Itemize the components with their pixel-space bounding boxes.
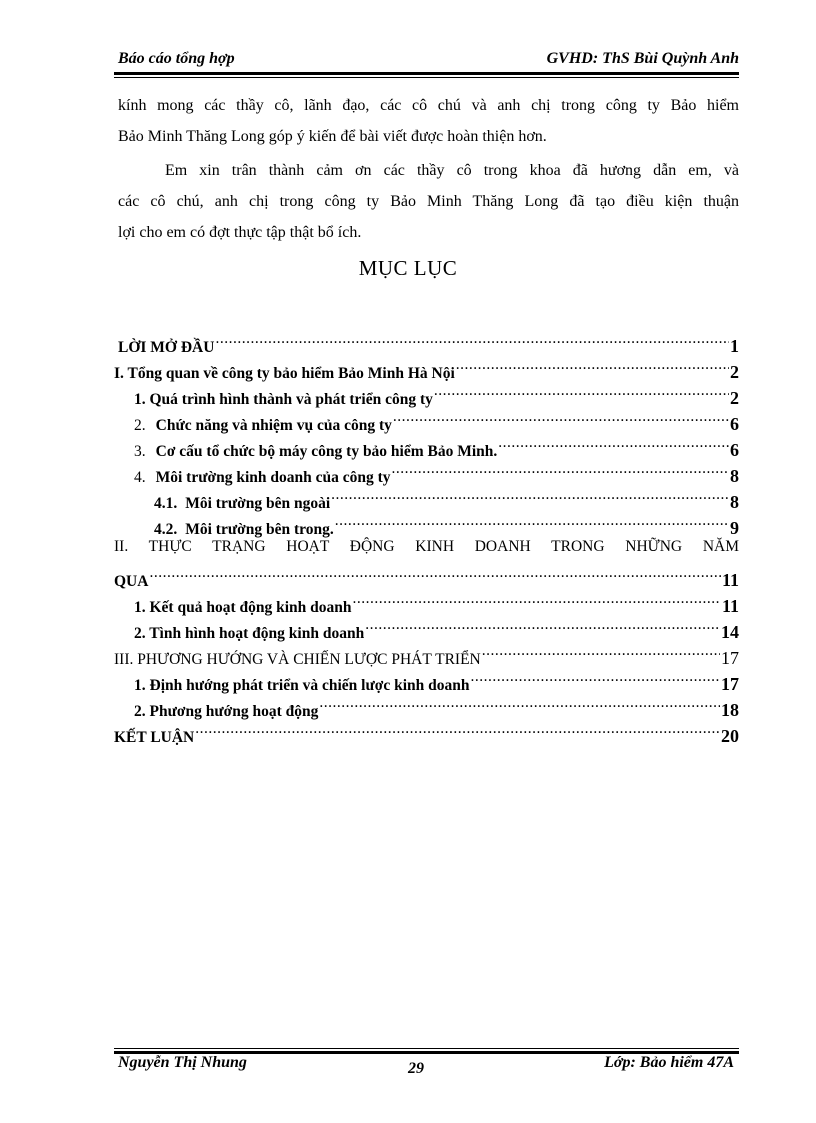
toc-item[interactable] — [114, 404, 739, 434]
toc-item-number: 2. — [134, 417, 146, 434]
text-line: lợi cho em có đợt thực tập thật bổ ích. — [118, 224, 362, 241]
toc-item[interactable] — [114, 456, 739, 486]
toc-item-heading-line[interactable] — [114, 534, 739, 560]
toc-leader — [331, 482, 729, 508]
header-rule-thin — [114, 77, 739, 78]
toc-title: MỤC LỤC — [358, 256, 458, 280]
toc-item-label: Môi trường kinh doanh của công ty — [155, 469, 391, 486]
text-line: kính mong các thầy cô, lãnh đạo, các cô chú và anh chị trong công ty Bảo hiểm — [118, 97, 739, 114]
toc-item-label-continued: QUA — [114, 573, 149, 590]
acknowledgement-paragraph-1 — [118, 90, 739, 152]
page-header — [118, 50, 739, 72]
toc-leader — [319, 690, 720, 716]
toc-item-page: 14 — [721, 622, 739, 642]
toc-item-label: 2. Phương hướng hoạt động — [134, 703, 319, 720]
toc-item[interactable] — [114, 638, 739, 668]
toc-item-page: 2 — [730, 388, 739, 408]
toc-item-page: 17 — [721, 648, 739, 668]
toc-leader — [498, 430, 729, 456]
toc-item-label: 1. Kết quả hoạt động kinh doanh — [134, 599, 352, 616]
toc-item-label: 1. Định hướng phát triển và chiến lược kinh doanh — [134, 677, 470, 694]
toc-item-page: 9 — [730, 518, 739, 538]
toc-leader — [149, 560, 721, 586]
toc-item-page: 2 — [730, 362, 739, 382]
toc-item[interactable] — [114, 482, 739, 512]
footer-rule-thin — [114, 1048, 739, 1049]
toc-item-label: II. THỰC TRẠNG HOẠT ĐỘNG KINH DOANH TRONG NHỮNG NĂM — [114, 538, 739, 555]
toc-item-label: Môi trường bên trong. — [185, 521, 334, 538]
toc-leader — [365, 612, 720, 638]
toc-item[interactable] — [114, 352, 739, 382]
toc-item-label: KẾT LUẬN — [114, 729, 195, 746]
toc-item[interactable] — [114, 326, 739, 356]
toc-leader — [471, 664, 720, 690]
toc-item-label: I. Tổng quan về công ty bảo hiểm Bảo Minh Hà Nội — [114, 365, 455, 382]
toc-item-number: 3. — [134, 443, 146, 460]
toc-item-label: 1. Quá trình hình thành và phát triển công ty — [134, 391, 433, 408]
toc-item[interactable] — [114, 430, 739, 460]
header-report-title: Báo cáo tổng hợp — [118, 50, 235, 67]
footer-page-number: 29 — [408, 1060, 424, 1077]
toc-leader — [434, 378, 729, 404]
toc-item-label: Cơ cấu tổ chức bộ máy công ty bảo hiểm Bảo Minh. — [155, 443, 498, 460]
toc-leader — [215, 326, 729, 352]
toc-item-page: 20 — [721, 726, 739, 746]
toc-item-page: 8 — [730, 466, 739, 486]
toc-item[interactable] — [114, 664, 739, 694]
text-line: các cô chú, anh chị trong công ty Bảo Minh Thăng Long đã tạo điều kiện thuận — [118, 193, 739, 210]
toc-item-label: LỜI MỞ ĐẦU — [118, 339, 215, 356]
toc-item-label: III. PHƯƠNG HƯỚNG VÀ CHIẾN LƯỢC PHÁT TRIỂN — [114, 651, 481, 668]
toc-item[interactable] — [114, 612, 739, 642]
toc-item[interactable] — [114, 690, 739, 720]
toc-leader — [392, 456, 729, 482]
toc-item[interactable] — [114, 508, 739, 538]
toc-item-page: 8 — [730, 492, 739, 512]
toc-item-page: 11 — [721, 596, 739, 616]
toc-item-number: 4. — [134, 469, 146, 486]
page-footer — [118, 1054, 739, 1078]
toc-item-page: 18 — [721, 700, 739, 720]
toc-item-number: 4.2. — [154, 521, 178, 538]
footer-class: Lớp: Bảo hiểm 47A — [604, 1054, 734, 1071]
toc-leader — [195, 716, 720, 742]
toc-item[interactable] — [114, 586, 739, 616]
toc-item-label: Chức năng và nhiệm vụ của công ty — [155, 417, 392, 434]
text-line: Bảo Minh Thăng Long góp ý kiến để bài viết được hoàn thiện hơn. — [118, 128, 547, 145]
header-advisor: GVHD: ThS Bùi Quỳnh Anh — [546, 50, 739, 67]
toc-leader — [393, 404, 729, 430]
toc-item-page: 1 — [730, 336, 739, 356]
header-rule-thick — [114, 72, 739, 75]
acknowledgement-paragraph-2 — [118, 155, 739, 248]
toc-item-label: 2. Tình hình hoạt động kinh doanh — [134, 625, 365, 642]
toc-item-page: 11 — [721, 570, 739, 590]
toc-item-page: 17 — [721, 674, 739, 694]
footer-author: Nguyễn Thị Nhung — [118, 1054, 247, 1071]
toc-item[interactable] — [114, 560, 739, 590]
table-of-contents — [114, 326, 739, 746]
toc-item-label: Môi trường bên ngoài — [185, 495, 331, 512]
toc-leader — [335, 508, 729, 534]
toc-item-page: 6 — [730, 414, 739, 434]
toc-item[interactable] — [114, 378, 739, 408]
toc-item-number: 4.1. — [154, 495, 178, 512]
toc-leader — [353, 586, 721, 612]
toc-leader — [456, 352, 729, 378]
toc-item[interactable] — [114, 716, 739, 746]
toc-item-page: 6 — [730, 440, 739, 460]
text-line: Em xin trân thành cảm ơn các thầy cô trong khoa đã hương dẫn em, và — [165, 162, 739, 179]
toc-leader — [482, 638, 720, 664]
